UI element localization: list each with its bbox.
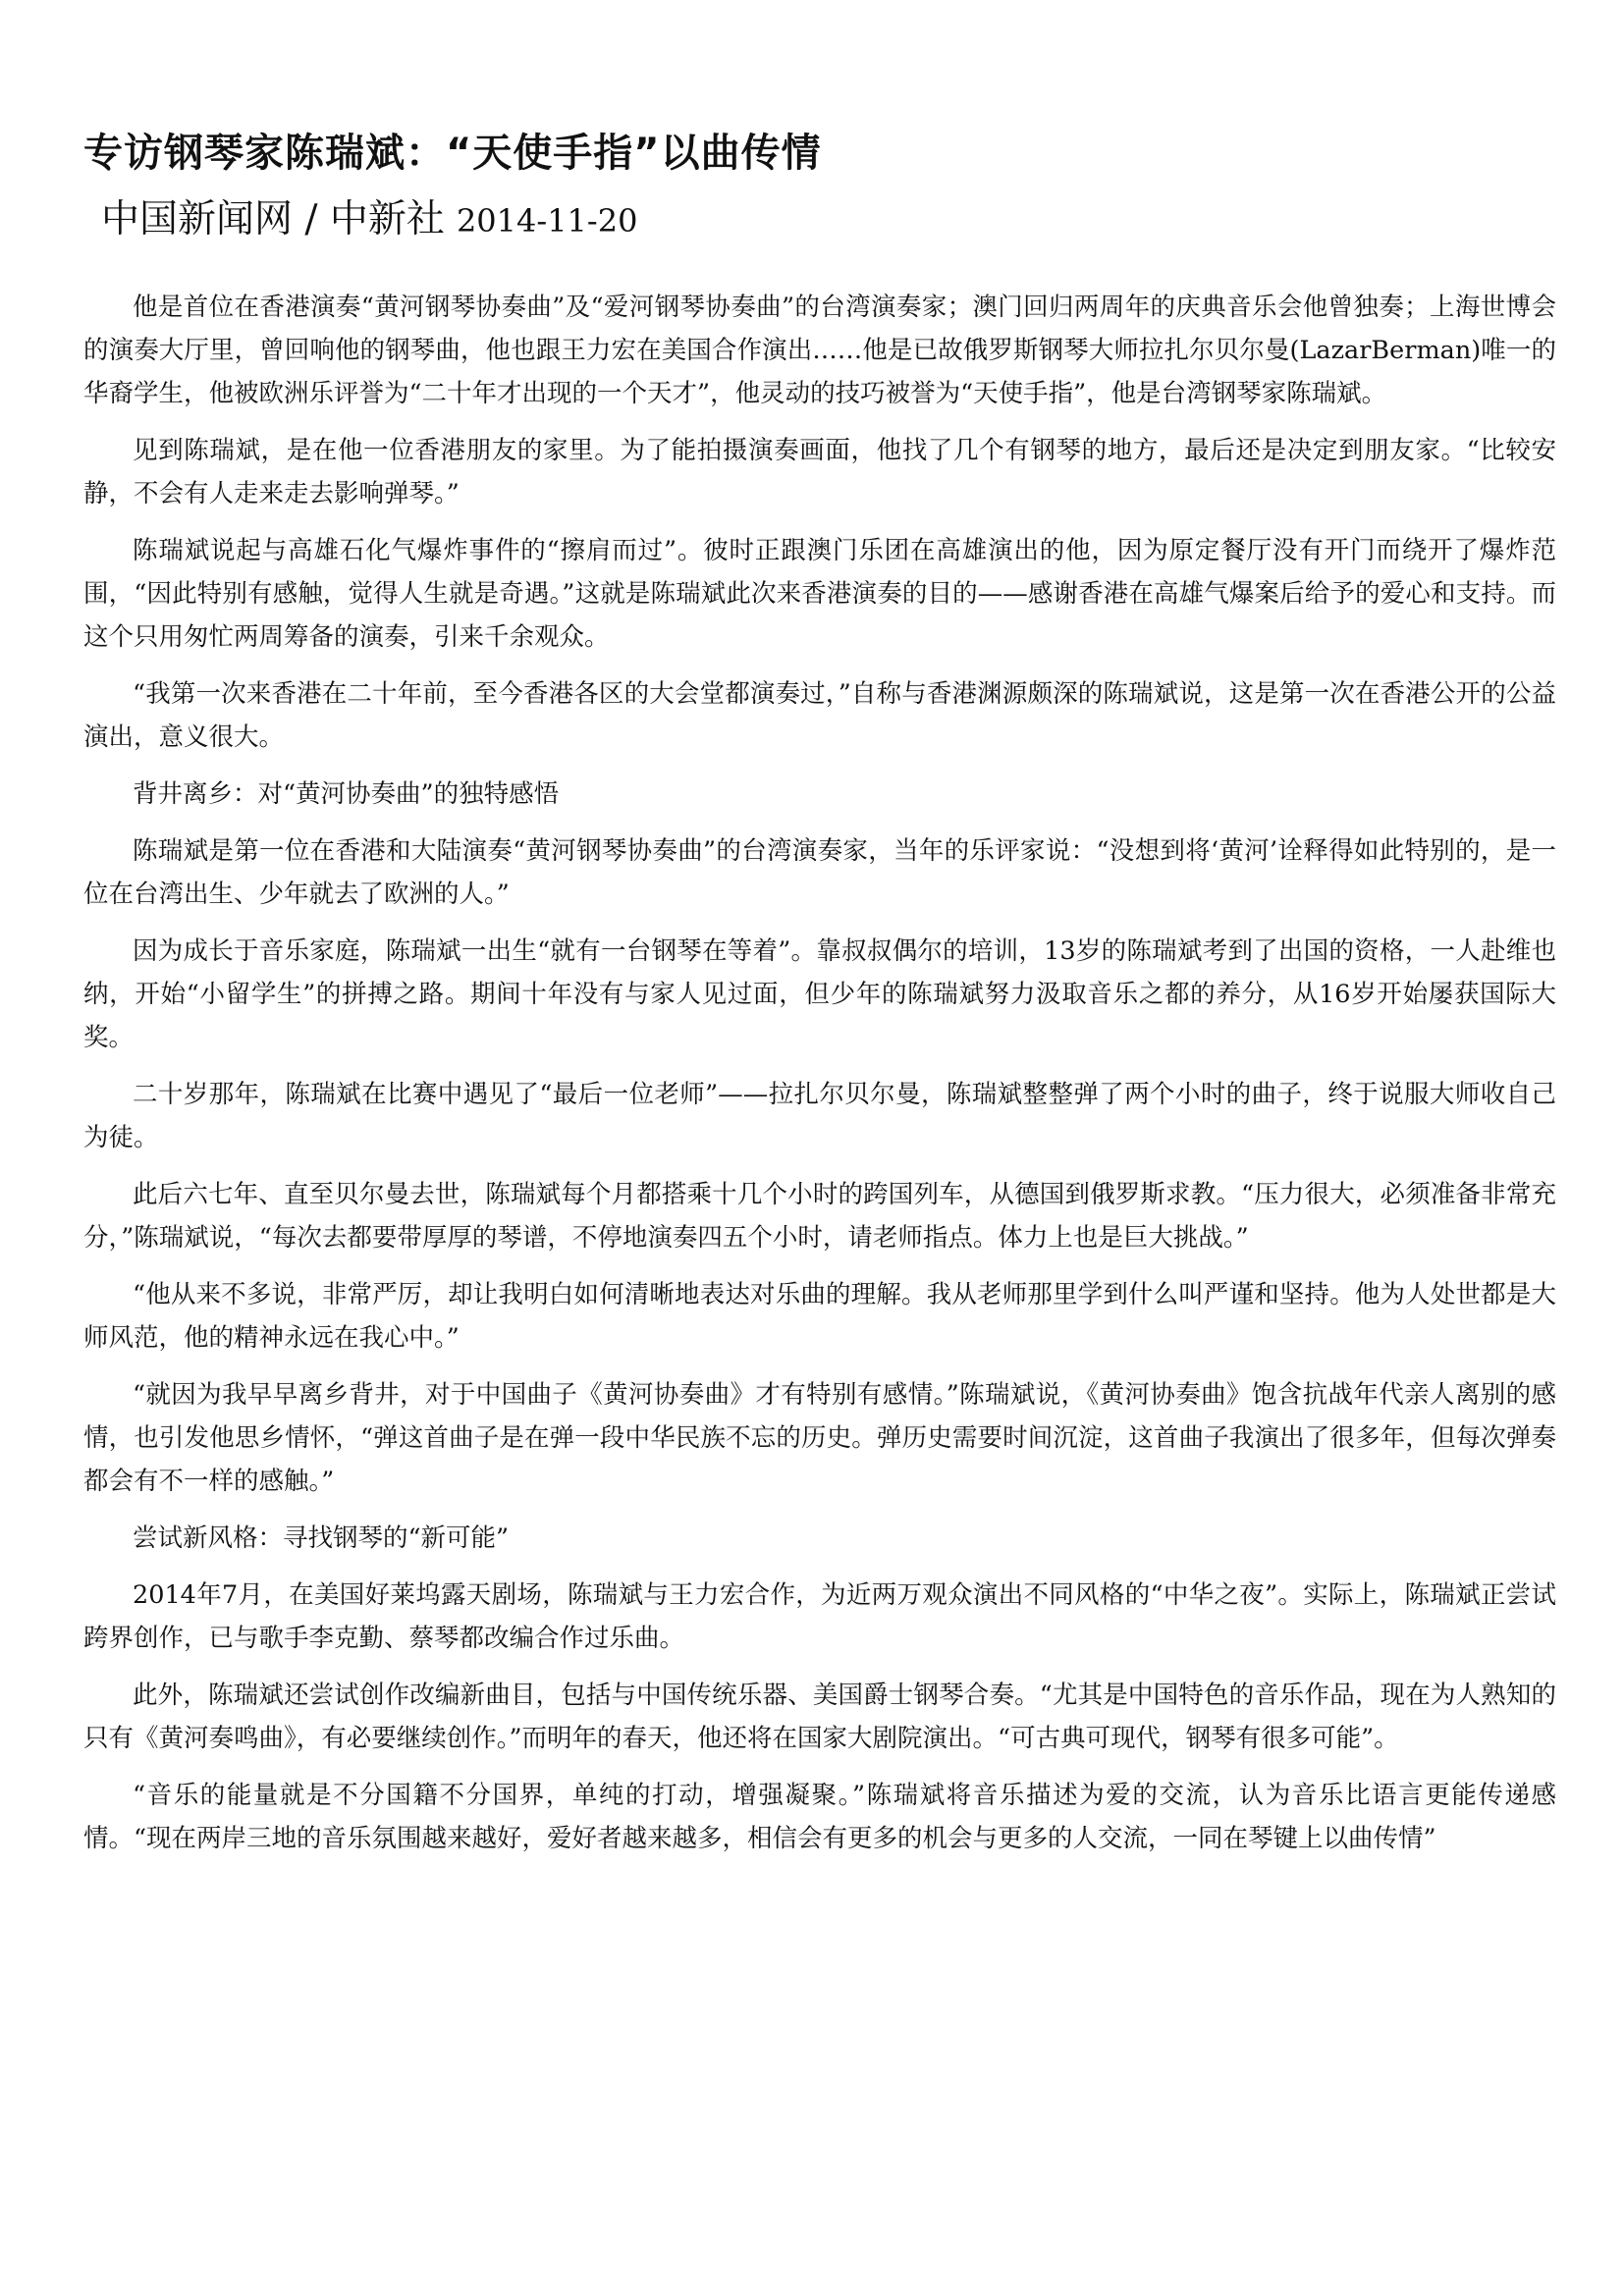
- section-heading-1: 背井离乡：对“黄河协奏曲”的独特感悟: [133, 779, 560, 809]
- paragraph-12: 此外，陈瑞斌还尝试创作改编新曲目，包括与中国传统乐器、美国爵士钢琴合奏。“尤其是中国特色的音乐作品，现在为人熟知的只有《黄河奏鸣曲》，有必要继续创作。”而明年的春天，他还将在国家大剧院演出。“可古典可现代，钢琴有很多可能”。: [83, 1681, 1556, 1753]
- paragraph-8: 此后六七年、直至贝尔曼去世，陈瑞斌每个月都搭乘十几个小时的跨国列车，从德国到俄罗斯求教。“压力很大，必须准备非常充分，”陈瑞斌说，“每次去都要带厚厚的琴谱，不停地演奏四五个小时，请老师指点。体力上也是巨大挑战。”: [83, 1180, 1556, 1253]
- article-date: 2014-11-20: [456, 202, 638, 240]
- paragraph-9: “他从来不多说，非常严厉，却让我明白如何清晰地表达对乐曲的理解。我从老师那里学到什么叫严谨和坚持。他为人处世都是大师风范，他的精神永远在我心中。”: [83, 1280, 1556, 1353]
- paragraph-3: 陈瑞斌说起与高雄石化气爆炸事件的“擦肩而过”。彼时正跟澳门乐团在高雄演出的他，因为原定餐厅没有开门而绕开了爆炸范围，“因此特别有感触，觉得人生就是奇遇。”这就是陈瑞斌此次来香港演奏的目的——感谢香港在高雄气爆案后给予的爱心和支持。而这个只用匆忙两周筹备的演奏，引来千余观众。: [83, 536, 1556, 652]
- paragraph-5: 陈瑞斌是第一位在香港和大陆演奏“黄河钢琴协奏曲”的台湾演奏家，当年的乐评家说：“没想到将‘黄河’诠释得如此特别的，是一位在台湾出生、少年就去了欧洲的人。”: [83, 836, 1556, 909]
- article-page: [83, 126, 1556, 1874]
- article-body: [83, 286, 1556, 1860]
- paragraph-1: 他是首位在香港演奏“黄河钢琴协奏曲”及“爱河钢琴协奏曲”的台湾演奏家；澳门回归两周年的庆典音乐会他曾独奏；上海世博会的演奏大厅里，曾回响他的钢琴曲，他也跟王力宏在美国合作演出……他是已故俄罗斯钢琴大师拉扎尔贝尔曼(LazarBerman)唯一的华裔学生，他被欧洲乐评誉为“二十年才出现的一个天才”，他灵动的技巧被誉为“天使手指”，他是台湾钢琴家陈瑞斌。: [83, 293, 1556, 408]
- article-byline: [101, 192, 1556, 248]
- paragraph-10: “就因为我早早离乡背井，对于中国曲子《黄河协奏曲》才有特别有感情。”陈瑞斌说，《黄河协奏曲》饱含抗战年代亲人离别的感情，也引发他思乡情怀，“弹这首曲子是在弹一段中华民族不忘的历史。弹历史需要时间沉淀，这首曲子我演出了很多年，但每次弹奏都会有不一样的感触。”: [83, 1380, 1556, 1496]
- article-source: 中国新闻网 / 中新社: [101, 197, 445, 241]
- paragraph-2: 见到陈瑞斌，是在他一位香港朋友的家里。为了能拍摄演奏画面，他找了几个有钢琴的地方，最后还是决定到朋友家。“比较安静，不会有人走来走去影响弹琴。”: [83, 436, 1556, 508]
- paragraph-11: 2014年7月，在美国好莱坞露天剧场，陈瑞斌与王力宏合作，为近两万观众演出不同风格的“中华之夜”。实际上，陈瑞斌正尝试跨界创作，已与歌手李克勤、蔡琴都改编合作过乐曲。: [83, 1580, 1556, 1653]
- paragraph-6: 因为成长于音乐家庭，陈瑞斌一出生“就有一台钢琴在等着”。靠叔叔偶尔的培训，13岁的陈瑞斌考到了出国的资格，一人赴维也纳，开始“小留学生”的拼搏之路。期间十年没有与家人见过面，但少年的陈瑞斌努力汲取音乐之都的养分，从16岁开始屡获国际大奖。: [83, 936, 1556, 1052]
- paragraph-13: “音乐的能量就是不分国籍不分国界，单纯的打动，增强凝聚。”陈瑞斌将音乐描述为爱的交流，认为音乐比语言更能传递感情。“现在两岸三地的音乐氛围越来越好，爱好者越来越多，相信会有更多的机会与更多的人交流，一同在琴键上以曲传情”: [83, 1781, 1556, 1853]
- article-title: 专访钢琴家陈瑞斌：“天使手指”以曲传情: [83, 131, 822, 176]
- paragraph-7: 二十岁那年，陈瑞斌在比赛中遇见了“最后一位老师”——拉扎尔贝尔曼，陈瑞斌整整弹了两个小时的曲子，终于说服大师收自己为徒。: [83, 1080, 1556, 1152]
- section-heading-2: 尝试新风格：寻找钢琴的“新可能”: [133, 1523, 510, 1553]
- paragraph-4: “我第一次来香港在二十年前，至今香港各区的大会堂都演奏过，”自称与香港渊源颇深的陈瑞斌说，这是第一次在香港公开的公益演出，意义很大。: [83, 679, 1556, 752]
